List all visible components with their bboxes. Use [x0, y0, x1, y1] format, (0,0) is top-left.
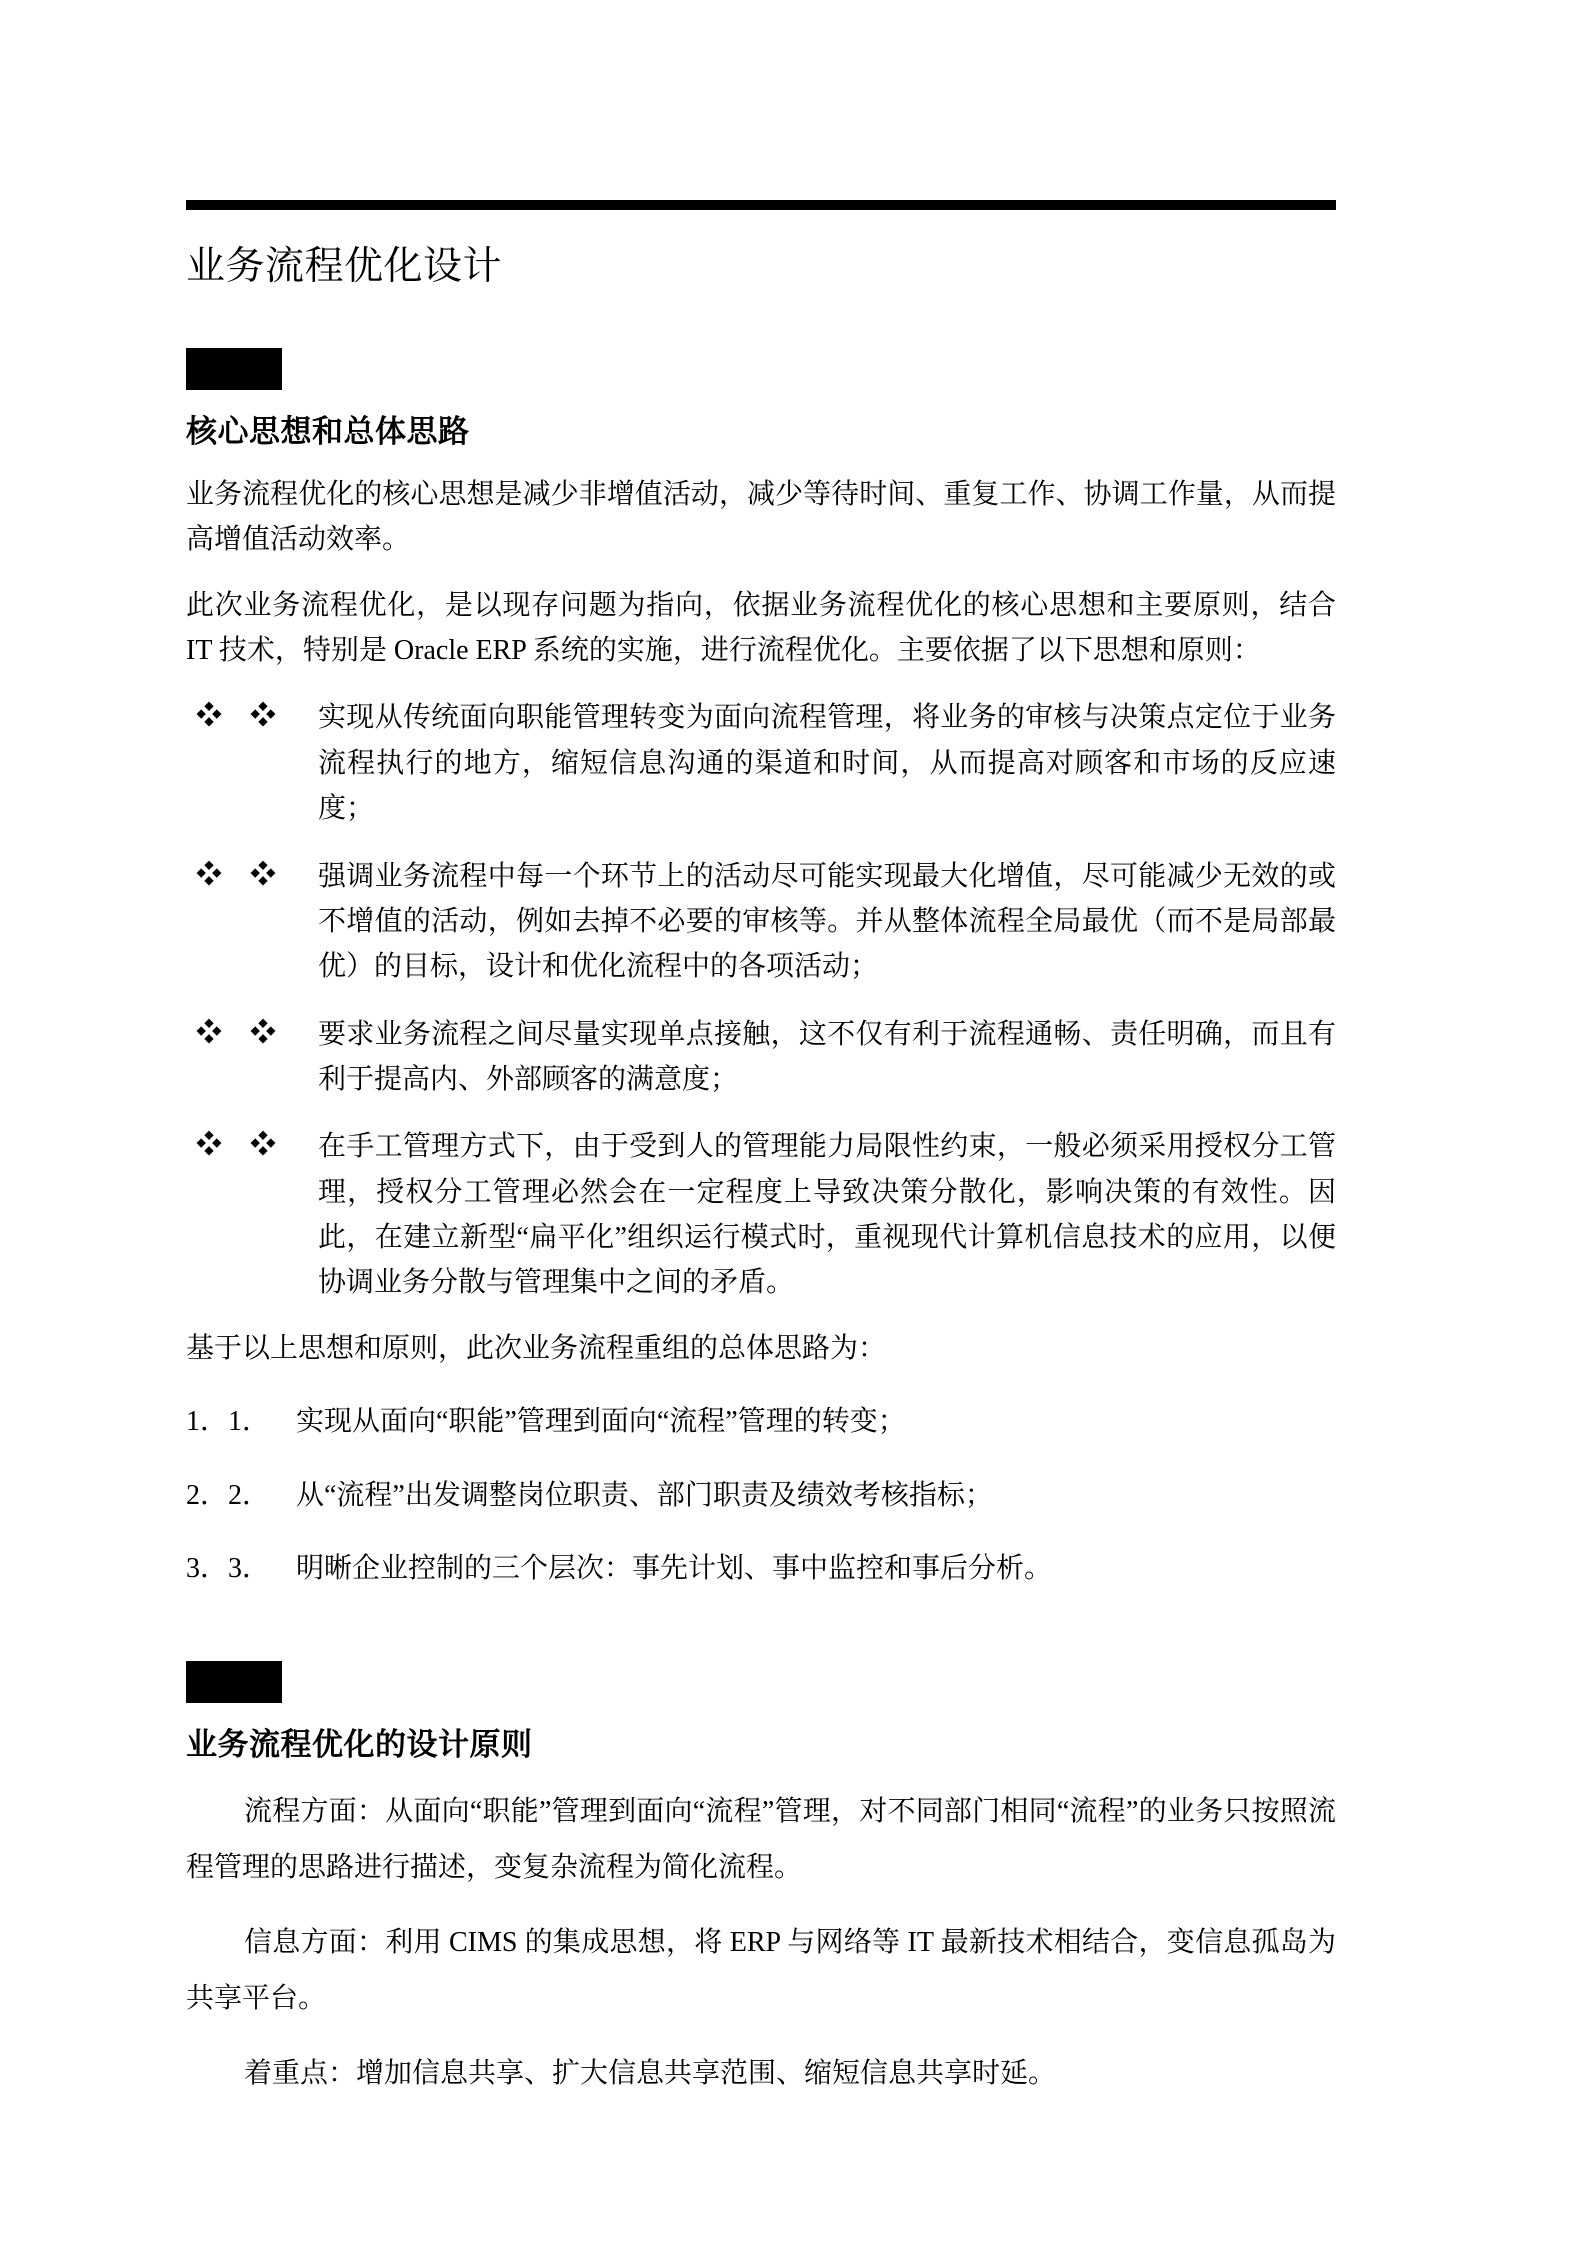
list-item-number: 3．3． — [186, 1552, 271, 1584]
paragraph-core-idea-2: 此次业务流程优化，是以现存问题为指向，依据业务流程优化的核心思想和主要原则，结合 IT 技术，特别是 Oracle ERP 系统的实施，进行流程优化。主要依据了以下思想和原则： — [186, 589, 1336, 667]
list-item — [186, 1518, 1336, 1591]
title-rule-bar — [186, 200, 1336, 210]
list-item — [186, 832, 1336, 990]
list-item-text: 要求业务流程之间尽量实现单点接触，这不仅有利于流程通畅、责任明确，而且有利于提高内、外部顾客的满意度； — [318, 1018, 1336, 1095]
paragraph-core-idea-1: 业务流程优化的核心思想是减少非增值活动，减少等待时间、重复工作、协调工作量，从而提高增值活动效率。 — [186, 479, 1336, 556]
document-content — [186, 0, 1336, 2102]
list-item-text: 实现从传统面向职能管理转变为面向流程管理，将业务的审核与决策点定位于业务流程执行的地方，缩短信息沟通的渠道和时间，从而提高对顾客和市场的反应速度； — [318, 702, 1336, 825]
page-title: 业务流程优化设计 — [186, 245, 503, 288]
diamond-bullet-icon: ❖❖ — [196, 1017, 305, 1047]
diamond-bullet-icon: ❖❖ — [196, 1130, 305, 1160]
diamond-bullet-icon: ❖❖ — [196, 859, 305, 889]
list-item-text: 明晰企业控制的三个层次：事先计划、事中监控和事后分析。 — [296, 1552, 1053, 1584]
section-heading-design-principles: 业务流程优化的设计原则 — [186, 1727, 533, 1763]
principles-bullet-list — [186, 673, 1336, 1305]
list-item-text: 从“流程”出发调整岗位职责、部门职责及绩效考核指标； — [296, 1479, 993, 1511]
section-marker-1 — [186, 348, 282, 390]
list-item-text: 在手工管理方式下，由于受到人的管理能力局限性约束，一般必须采用授权分工管理，授权分工管理必然会在一定程度上导致决策分散化，影响决策的有效性。因此，在建立新型“扁平化”组织运行模式时，重视现代计算机信息技术的应用，以便协调业务分散与管理集中之间的矛盾。 — [318, 1131, 1336, 1299]
list-item — [186, 990, 1336, 1103]
list-item-text: 强调业务流程中每一个环节上的活动尽可能实现最大化增值，尽可能减少无效的或不增值的活动，例如去掉不必要的审核等。并从整体流程全局最优（而不是局部最优）的目标，设计和优化流程中的各项活动； — [318, 860, 1336, 983]
paragraph-principle-process: 流程方面：从面向“职能”管理到面向“流程”管理，对不同部门相同“流程”的业务只按照流程管理的思路进行描述，变复杂流程为简化流程。 — [186, 1795, 1336, 1884]
list-item — [186, 1102, 1336, 1305]
overall-approach-numbered-list — [186, 1371, 1336, 1591]
list-item-number: 2．2． — [186, 1479, 271, 1511]
section-marker-2 — [186, 1661, 282, 1703]
list-item — [186, 1371, 1336, 1444]
list-item-text: 实现从面向“职能”管理到面向“流程”管理的转变； — [296, 1406, 906, 1438]
diamond-bullet-icon: ❖❖ — [196, 701, 305, 731]
list-item — [186, 1445, 1336, 1518]
list-item-number: 1．1． — [186, 1406, 271, 1438]
paragraph-principle-information: 信息方面：利用 CIMS 的集成思想，将 ERP 与网络等 IT 最新技术相结合，变信息孤岛为共享平台。 — [186, 1926, 1336, 2015]
paragraph-overall-approach-lead-in: 基于以上思想和原则，此次业务流程重组的总体思路为： — [186, 1332, 887, 1364]
paragraph-principle-focus: 着重点：增加信息共享、扩大信息共享范围、缩短信息共享时延。 — [244, 2057, 1057, 2089]
section-heading-core-idea: 核心思想和总体思路 — [186, 413, 470, 449]
list-item — [186, 673, 1336, 831]
